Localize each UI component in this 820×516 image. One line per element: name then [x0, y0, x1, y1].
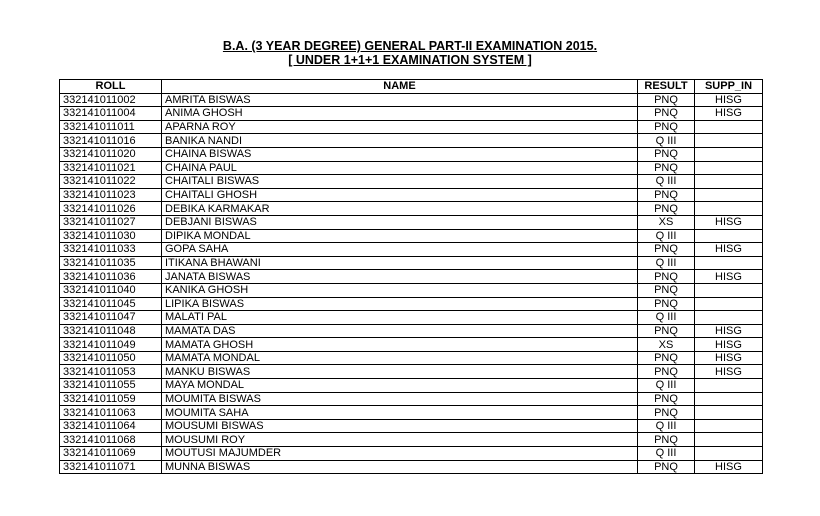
result-cell: PNQ [638, 270, 695, 284]
name-cell: MALATI PAL [162, 311, 638, 325]
name-cell: JANATA BISWAS [162, 270, 638, 284]
result-cell: Q III [638, 175, 695, 189]
roll-cell: 332141011063 [60, 406, 162, 420]
name-cell: DEBIKA KARMAKAR [162, 202, 638, 216]
supp-in-cell [695, 406, 763, 420]
table-header-row [60, 80, 763, 94]
name-cell: ITIKANA BHAWANI [162, 256, 638, 270]
name-cell: CHAITALI GHOSH [162, 188, 638, 202]
roll-cell: 332141011016 [60, 134, 162, 148]
supp-in-cell [695, 392, 763, 406]
table-row [60, 107, 763, 121]
result-cell: PNQ [638, 283, 695, 297]
supp-in-cell: HISG [695, 107, 763, 121]
document-header [0, 39, 820, 67]
supp-in-cell [695, 147, 763, 161]
supp-in-cell: HISG [695, 365, 763, 379]
supp-in-cell [695, 297, 763, 311]
supp-in-cell [695, 229, 763, 243]
name-cell: APARNA ROY [162, 120, 638, 134]
result-cell: PNQ [638, 351, 695, 365]
table-row [60, 338, 763, 352]
roll-cell: 332141011021 [60, 161, 162, 175]
roll-cell: 332141011045 [60, 297, 162, 311]
roll-cell: 332141011050 [60, 351, 162, 365]
result-cell: PNQ [638, 365, 695, 379]
table-row [60, 188, 763, 202]
name-cell: ANIMA GHOSH [162, 107, 638, 121]
result-cell: PNQ [638, 93, 695, 107]
table-row [60, 460, 763, 474]
result-cell: PNQ [638, 107, 695, 121]
roll-cell: 332141011030 [60, 229, 162, 243]
table-row [60, 229, 763, 243]
result-cell: PNQ [638, 202, 695, 216]
name-cell: DEBJANI BISWAS [162, 215, 638, 229]
table-row [60, 270, 763, 284]
name-cell: CHAINA BISWAS [162, 147, 638, 161]
table-row [60, 311, 763, 325]
result-cell: Q III [638, 311, 695, 325]
column-header-roll: ROLL [60, 80, 162, 94]
result-cell: Q III [638, 229, 695, 243]
roll-cell: 332141011047 [60, 311, 162, 325]
results-table [59, 79, 763, 474]
supp-in-cell [695, 202, 763, 216]
supp-in-cell [695, 188, 763, 202]
result-cell: PNQ [638, 392, 695, 406]
table-body [60, 93, 763, 474]
result-cell: PNQ [638, 188, 695, 202]
roll-cell: 332141011011 [60, 120, 162, 134]
roll-cell: 332141011068 [60, 433, 162, 447]
supp-in-cell [695, 283, 763, 297]
supp-in-cell [695, 447, 763, 461]
column-header-supp-in: SUPP_IN [695, 80, 763, 94]
table-row [60, 297, 763, 311]
result-cell: XS [638, 215, 695, 229]
name-cell: AMRITA BISWAS [162, 93, 638, 107]
supp-in-cell [695, 433, 763, 447]
supp-in-cell: HISG [695, 460, 763, 474]
roll-cell: 332141011033 [60, 243, 162, 257]
roll-cell: 332141011069 [60, 447, 162, 461]
roll-cell: 332141011026 [60, 202, 162, 216]
table-row [60, 93, 763, 107]
supp-in-cell: HISG [695, 93, 763, 107]
name-cell: MOUMITA BISWAS [162, 392, 638, 406]
supp-in-cell: HISG [695, 215, 763, 229]
supp-in-cell [695, 379, 763, 393]
result-cell: PNQ [638, 161, 695, 175]
document-subtitle: [ UNDER 1+1+1 EXAMINATION SYSTEM ] [288, 53, 532, 67]
column-header-name: NAME [162, 80, 638, 94]
roll-cell: 332141011040 [60, 283, 162, 297]
table-row [60, 161, 763, 175]
roll-cell: 332141011004 [60, 107, 162, 121]
table-row [60, 392, 763, 406]
roll-cell: 332141011035 [60, 256, 162, 270]
result-cell: PNQ [638, 120, 695, 134]
table-row [60, 406, 763, 420]
supp-in-cell [695, 419, 763, 433]
result-cell: XS [638, 338, 695, 352]
result-cell: PNQ [638, 297, 695, 311]
result-cell: PNQ [638, 147, 695, 161]
roll-cell: 332141011049 [60, 338, 162, 352]
name-cell: MUNNA BISWAS [162, 460, 638, 474]
name-cell: KANIKA GHOSH [162, 283, 638, 297]
name-cell: MOUTUSI MAJUMDER [162, 447, 638, 461]
name-cell: MOUSUMI ROY [162, 433, 638, 447]
name-cell: CHAITALI BISWAS [162, 175, 638, 189]
result-cell: Q III [638, 134, 695, 148]
name-cell: MOUSUMI BISWAS [162, 419, 638, 433]
roll-cell: 332141011027 [60, 215, 162, 229]
supp-in-cell: HISG [695, 351, 763, 365]
name-cell: BANIKA NANDI [162, 134, 638, 148]
table-row [60, 351, 763, 365]
name-cell: DIPIKA MONDAL [162, 229, 638, 243]
name-cell: MOUMITA SAHA [162, 406, 638, 420]
name-cell: MAYA MONDAL [162, 379, 638, 393]
supp-in-cell [695, 134, 763, 148]
roll-cell: 332141011020 [60, 147, 162, 161]
name-cell: GOPA SAHA [162, 243, 638, 257]
roll-cell: 332141011023 [60, 188, 162, 202]
result-cell: PNQ [638, 406, 695, 420]
roll-cell: 332141011059 [60, 392, 162, 406]
table-row [60, 419, 763, 433]
supp-in-cell [695, 256, 763, 270]
result-cell: PNQ [638, 324, 695, 338]
supp-in-cell [695, 161, 763, 175]
table-row [60, 243, 763, 257]
table-row [60, 433, 763, 447]
result-cell: Q III [638, 256, 695, 270]
roll-cell: 332141011036 [60, 270, 162, 284]
result-cell: Q III [638, 419, 695, 433]
result-cell: Q III [638, 447, 695, 461]
table-row [60, 215, 763, 229]
roll-cell: 332141011022 [60, 175, 162, 189]
table-row [60, 379, 763, 393]
name-cell: MAMATA DAS [162, 324, 638, 338]
table-row [60, 175, 763, 189]
name-cell: MAMATA GHOSH [162, 338, 638, 352]
column-header-result: RESULT [638, 80, 695, 94]
name-cell: MAMATA MONDAL [162, 351, 638, 365]
name-cell: LIPIKA BISWAS [162, 297, 638, 311]
table-row [60, 324, 763, 338]
table-row [60, 147, 763, 161]
table-row [60, 447, 763, 461]
table-row [60, 365, 763, 379]
result-cell: PNQ [638, 460, 695, 474]
supp-in-cell [695, 120, 763, 134]
name-cell: CHAINA PAUL [162, 161, 638, 175]
document-title: B.A. (3 YEAR DEGREE) GENERAL PART-II EXAMINATION 2015. [222, 39, 598, 53]
table-row [60, 256, 763, 270]
table-row [60, 283, 763, 297]
name-cell: MANKU BISWAS [162, 365, 638, 379]
supp-in-cell: HISG [695, 243, 763, 257]
supp-in-cell [695, 175, 763, 189]
table-row [60, 202, 763, 216]
table-row [60, 120, 763, 134]
roll-cell: 332141011064 [60, 419, 162, 433]
supp-in-cell: HISG [695, 338, 763, 352]
roll-cell: 332141011055 [60, 379, 162, 393]
roll-cell: 332141011048 [60, 324, 162, 338]
result-cell: PNQ [638, 243, 695, 257]
supp-in-cell [695, 311, 763, 325]
roll-cell: 332141011002 [60, 93, 162, 107]
roll-cell: 332141011053 [60, 365, 162, 379]
supp-in-cell: HISG [695, 324, 763, 338]
result-cell: Q III [638, 379, 695, 393]
supp-in-cell: HISG [695, 270, 763, 284]
table-row [60, 134, 763, 148]
roll-cell: 332141011071 [60, 460, 162, 474]
result-cell: PNQ [638, 433, 695, 447]
